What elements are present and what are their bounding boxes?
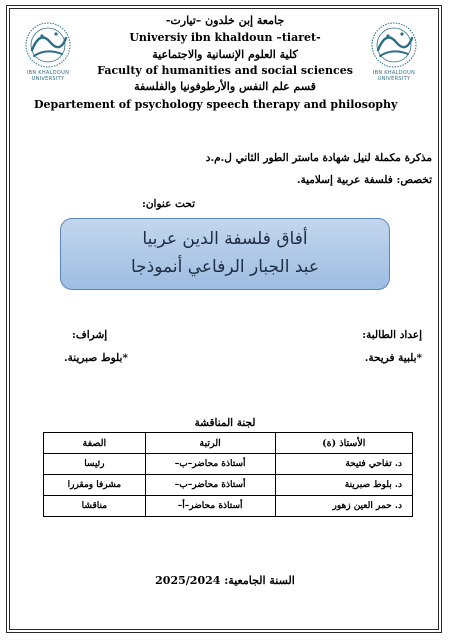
faculty-name-arabic: كلية العلوم الإنسانية والاجتماعية bbox=[152, 48, 298, 61]
academic-year: السنة الجامعية: 2025/2024 bbox=[155, 574, 295, 587]
committee-table bbox=[43, 432, 413, 517]
student-name: *بلبية فريحة. bbox=[364, 352, 422, 364]
memo-description: مذكرة مكملة لنيل شهادة ماستر الطور الثاني ل.م.د bbox=[205, 152, 432, 164]
professor-role: مشرفا ومقررا bbox=[44, 475, 146, 496]
under-title-label: تحت عنوان: bbox=[141, 198, 195, 210]
university-name-english: Universiy ibn khaldoun –tiaret- bbox=[129, 31, 321, 44]
supervisor-name: *بلوط صبرينة. bbox=[64, 352, 128, 364]
thesis-title-line1: أفاق فلسفة الدين عربيا bbox=[142, 229, 308, 249]
specialty: تخصص: فلسفة عربية إسلامية. bbox=[296, 174, 432, 186]
department-name-arabic: قسم علم النفس والأرطوفونيا والفلسفة bbox=[134, 80, 316, 93]
professor-rank: أستاذة محاضر–أ– bbox=[145, 496, 275, 517]
university-name-arabic: جامعة إبن خلدون –تيارت- bbox=[165, 14, 285, 27]
table-row bbox=[44, 454, 413, 475]
professor-name: د. حمر العين زهور bbox=[275, 496, 412, 517]
prepared-by-label: إعداد الطالبة: bbox=[362, 329, 422, 341]
seal-icon bbox=[20, 20, 76, 70]
committee-title: لجنة المناقشة bbox=[194, 417, 256, 429]
table-row bbox=[44, 475, 413, 496]
professor-role: مناقشا bbox=[44, 496, 146, 517]
logo-caption-line1: IBN KHALDOUN bbox=[372, 70, 416, 76]
logo-caption-line2: UNIVERSITY bbox=[377, 76, 411, 82]
professor-rank: أستاذة محاضر–ب– bbox=[145, 454, 275, 475]
professor-role: رئيسا bbox=[44, 454, 146, 475]
faculty-name-english: Faculty of humanities and social sciences bbox=[97, 64, 353, 77]
thesis-title-line2: عبد الجبار الرفاعي أنموذجا bbox=[130, 257, 320, 277]
table-row bbox=[44, 496, 413, 517]
professor-name: د. بلوط صبرينة bbox=[275, 475, 412, 496]
professor-name: د. تفاحي فتيحة bbox=[275, 454, 412, 475]
supervision-label: إشراف: bbox=[72, 329, 108, 341]
seal-icon bbox=[366, 20, 422, 70]
professor-rank: أستاذة محاضر–ب– bbox=[145, 475, 275, 496]
table-header-row bbox=[44, 433, 413, 454]
logo-caption-line1: IBN KHALDOUN bbox=[26, 70, 70, 76]
department-name-english: Departement of psychology speech therapy and philosophy bbox=[34, 98, 398, 111]
column-header-role: الصفة bbox=[44, 433, 146, 454]
thesis-title-box bbox=[60, 218, 390, 290]
column-header-professor: الأستاذ (ة) bbox=[275, 433, 412, 454]
column-header-rank: الرتبة bbox=[145, 433, 275, 454]
logo-caption-line2: UNIVERSITY bbox=[31, 76, 65, 82]
